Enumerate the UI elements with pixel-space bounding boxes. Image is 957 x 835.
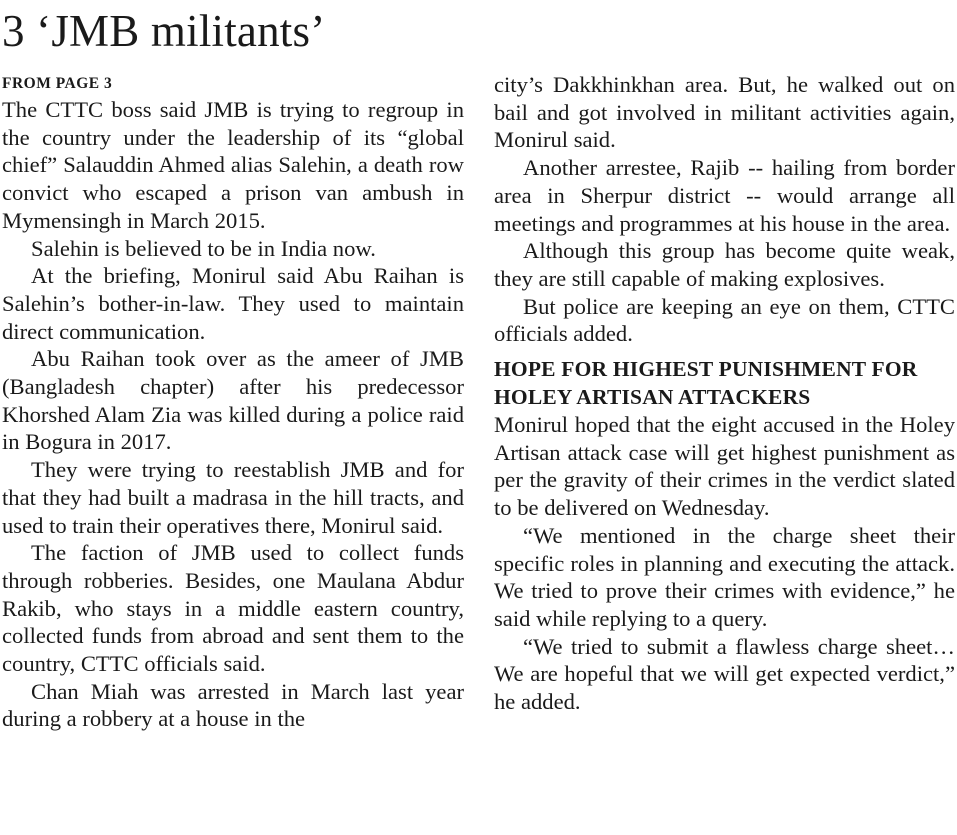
paragraph: They were trying to reestablish JMB and for that they had built a madrasa in the hill tracts, and used to train their operatives there, Monirul said. [2, 457, 464, 538]
paragraph: The faction of JMB used to collect funds through robberies. Besides, one Maulana Abdur Rakib, who stays in a middle eastern country, collected funds from abroad and sent them to the country, CTTC officials said. [2, 540, 464, 677]
paragraph: Salehin is believed to be in India now. [31, 235, 376, 261]
continued-from-label: FROM PAGE 3 [2, 75, 113, 92]
headline: 3 ‘JMB militants’ [2, 6, 326, 56]
paragraph: At the briefing, Monirul said Abu Raihan is Salehin’s bother-in-law. They used to maintain direct communication. [2, 263, 464, 344]
paragraph: Monirul hoped that the eight accused in the Holey Artisan attack case will get highest punishment as per the gravity of their crimes in the verdict slated to be delivered on Wednesday. [494, 412, 955, 521]
paragraph: city’s Dakkhinkhan area. But, he walked out on bail and got involved in militant activities again, Monirul said. [494, 72, 955, 153]
section-subhead: HOPE FOR HIGHEST PUNISHMENT FOR HOLEY ARTISAN ATTACKERS [494, 357, 918, 409]
paragraph: Another arrestee, Rajib -- hailing from border area in Sherpur district -- would arrange all meetings and programmes at his house in the area. [494, 155, 955, 236]
paragraph: Chan Miah was arrested in March last year during a robbery at a house in the [2, 678, 464, 732]
paragraph: Abu Raihan took over as the ameer of JMB (Bangladesh chapter) after his predecessor Khorshed Alam Zia was killed during a police raid in Bogura in 2017. [2, 346, 464, 455]
paragraph: The CTTC boss said JMB is trying to regroup in the country under the leadership of its “global chief” Salauddin Ahmed alias Salehin, a death row convict who escaped a prison van ambush in Mymensingh in March 2015. [2, 97, 464, 233]
paragraph: “We tried to submit a flawless charge sheet… We are hopeful that we will get expected verdict,” he added. [494, 633, 955, 715]
paragraph: Although this group has become quite weak, they are still capable of making explosives. [494, 238, 955, 291]
article-column-left [2, 71, 464, 733]
paragraph: “We mentioned in the charge sheet their specific roles in planning and executing the attack. We tried to prove their crimes with evidence,” he said while replying to a query. [494, 522, 955, 631]
article-column-right [494, 71, 955, 716]
paragraph: But police are keeping an eye on them, CTTC officials added. [494, 293, 955, 347]
